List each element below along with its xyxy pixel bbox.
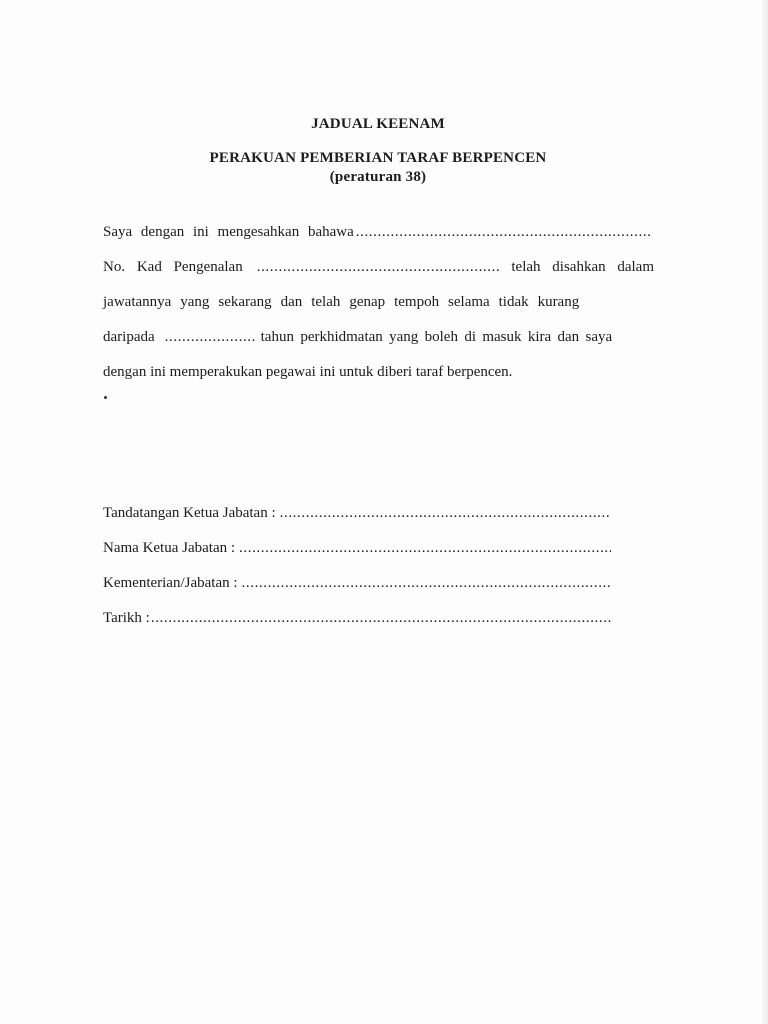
ministry-field [103, 575, 613, 592]
ic-number-blank[interactable] [257, 260, 502, 275]
document-subtitle: PERAKUAN PEMBERIAN TARAF BERPENCEN [209, 150, 547, 166]
service-years-blank[interactable] [165, 330, 257, 345]
ic-number-label: No. Kad Pengenalan [103, 259, 243, 275]
name-field [103, 540, 613, 557]
signature-label: Tandatangan Ketua Jabatan : [103, 505, 276, 521]
officer-name-blank[interactable] [356, 225, 652, 240]
certification-line-5 [103, 364, 654, 381]
certification-text: dengan ini memperakukan pegawai ini untuk diberi taraf berpencen. [103, 364, 513, 380]
certification-text: Saya dengan ini mengesahkan bahawa [103, 224, 354, 240]
date-field [103, 610, 613, 627]
signature-field [103, 505, 613, 522]
certification-text: tahun perkhidmatan yang boleh di masuk kira dan saya [260, 329, 613, 345]
certification-line-4 [103, 329, 654, 346]
certification-line-2 [103, 259, 654, 276]
regulation-reference: (peraturan 38) [329, 169, 427, 185]
certification-text: daripada [103, 329, 155, 345]
scan-speck [104, 396, 107, 399]
date-blank[interactable] [151, 611, 611, 626]
certification-line-3 [103, 294, 654, 311]
name-blank[interactable] [239, 541, 611, 556]
ministry-label: Kementerian/Jabatan : [103, 575, 238, 591]
name-label: Nama Ketua Jabatan : [103, 540, 236, 556]
document-title: JADUAL KEENAM [311, 116, 445, 132]
signature-blank[interactable] [280, 506, 611, 521]
certification-text: telah disahkan dalam [511, 259, 654, 275]
certification-line-1 [103, 224, 654, 241]
date-label: Tarikh : [103, 610, 150, 626]
ministry-blank[interactable] [242, 576, 611, 591]
certification-text: jawatannya yang sekarang dan telah genap tempoh selama tidak kurang [103, 294, 580, 310]
scan-edge-shadow [762, 0, 768, 1024]
